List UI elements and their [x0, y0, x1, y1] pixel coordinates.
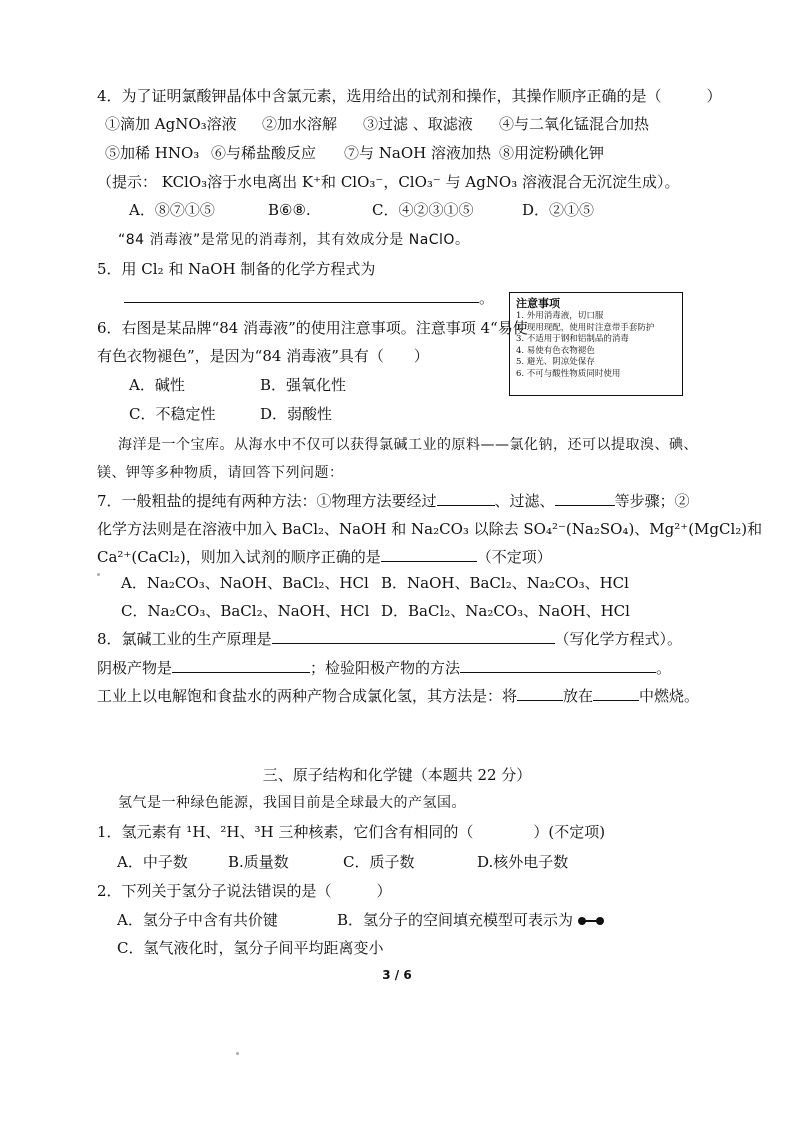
- q8-blank-equation[interactable]: [272, 629, 555, 644]
- q4-op-3: ③过滤 、取滤液: [363, 115, 473, 133]
- q7-l3b: （不定项）: [476, 548, 552, 566]
- s3q1-option-c: C．质子数: [343, 853, 415, 871]
- notice-item-3: 3. 不适用于钢和铝制品的消毒: [516, 334, 629, 344]
- notice-item-2: 2. 现用现配，使用时注意带手套防护: [516, 322, 655, 333]
- intro-84-text: “84 消毒液”是常见的消毒剂，其有效成分是 NaClO。: [118, 232, 470, 248]
- q7-blank-3[interactable]: [381, 547, 477, 562]
- q7-option-c: C．Na₂CO₃、BaCl₂、NaOH、HCl: [121, 602, 370, 620]
- q5-answer-blank[interactable]: [124, 288, 479, 303]
- q7-l3a: Ca²⁺(CaCl₂)，则加入试剂的顺序正确的是: [97, 548, 381, 566]
- s3q2-option-b-text: B．氢分子的空间填充模型可表示为: [337, 911, 574, 929]
- q7-l1b: 、过滤、: [494, 492, 555, 510]
- q8-line3: [97, 686, 699, 706]
- q6-option-d: D．弱酸性: [260, 405, 333, 423]
- q7-l1c: 等步骤；②: [614, 492, 690, 510]
- q8-line2: [97, 658, 671, 678]
- q4-op-7: ⑦与 NaOH 溶液加热: [344, 144, 491, 162]
- q4-op-4: ④与二氧化锰混合加热: [499, 115, 650, 133]
- notice-item-1: 1. 外用消毒液，切口服: [516, 311, 604, 321]
- q6-option-b: B．强氧化性: [260, 376, 347, 394]
- q8-l1a: 8．氯碱工业的生产原理是: [97, 630, 272, 648]
- intro-sea-line2: 镁、钾等多种物质，请回答下列问题：: [97, 465, 344, 481]
- q7-l1a: 7．一般粗盐的提纯有两种方法：①物理方法要经过: [97, 492, 437, 510]
- q4-stem: 4．为了证明氯酸钾晶体中含氯元素，选用给出的试剂和操作，其操作顺序正确的是（ ）: [97, 87, 722, 105]
- q8-blank-anode-test[interactable]: [460, 658, 656, 673]
- notice-item-4: 4. 易使有色衣物褪色: [516, 345, 595, 356]
- s3q2-option-c: C．氢气液化时，氢分子间平均距离变小: [117, 939, 384, 957]
- notice-item-5: 5. 避光、阴凉处保存: [516, 357, 595, 367]
- scan-speck: [97, 573, 100, 576]
- q4-option-a: A．⑧⑦①⑤: [129, 201, 215, 219]
- q7-option-d: D．BaCl₂、Na₂CO₃、NaOH、HCl: [381, 602, 630, 620]
- section-3-title: 三、原子结构和化学键（本题共 22 分）: [262, 766, 532, 784]
- q4-op-6: ⑥与稀盐酸反应: [211, 144, 317, 162]
- q8-l2a: 阴极产物是: [97, 659, 173, 677]
- q8-l2b: ；检验阳极产物的方法: [310, 659, 461, 677]
- q8-l2c: 。: [656, 659, 672, 677]
- q5-end: 。: [479, 289, 495, 307]
- q4-op-1: ①滴加 AgNO₃溶液: [105, 115, 237, 133]
- q8-l3c: 中燃烧。: [639, 687, 700, 705]
- s3q1-option-b: B.质量数: [228, 853, 289, 871]
- q7-blank-1[interactable]: [437, 491, 495, 506]
- s3q2-option-a: A．氢分子中含有共价键: [117, 911, 278, 929]
- hydrogen-molecule-icon: [577, 916, 605, 926]
- q4-op-2: ②加水溶解: [262, 115, 338, 133]
- q5-answer-line: [124, 288, 494, 308]
- q8-blank-gas2[interactable]: [593, 686, 639, 701]
- notice-title: 注意事项: [516, 297, 560, 310]
- q8-line1: [97, 629, 682, 649]
- q4-hint: （提示： KClO₃溶于水电离出 K⁺和 ClO₃⁻，ClO₃⁻ 与 AgNO₃ 溶液混合无沉淀生成）。: [97, 173, 680, 191]
- q6-option-c: C．不稳定性: [129, 405, 216, 423]
- q7-option-a: A．Na₂CO₃、NaOH、BaCl₂、HCl: [121, 574, 369, 592]
- q4-op-5: ⑤加稀 HNO₃: [105, 144, 200, 162]
- q5-stem: 5．用 Cl₂ 和 NaOH 制备的化学方程式为: [97, 260, 376, 278]
- q4-option-b: B⑥⑧.: [268, 201, 311, 219]
- scan-speck: [236, 1052, 239, 1055]
- q6-line2: 有色衣物褪色”，是因为“84 消毒液”具有（ ）: [97, 347, 429, 365]
- q7-line1: [97, 491, 690, 511]
- s3q2-stem: 2．下列关于氢分子说法错误的是（ ）: [97, 882, 392, 900]
- q6-line1: 6．右图是某品牌“84 消毒液”的使用注意事项。注意事项 4“易使: [97, 319, 528, 337]
- q7-line2: 化学方法则是在溶液中加入 BaCl₂、NaOH 和 Na₂CO₃ 以除去 SO₄²⁻(Na₂SO₄)、Mg²⁺(MgCl₂)和: [97, 520, 763, 538]
- q6-option-a: A．碱性: [129, 376, 185, 394]
- q7-option-b: B．NaOH、BaCl₂、Na₂CO₃、HCl: [381, 574, 629, 592]
- q8-blank-gas1[interactable]: [517, 686, 563, 701]
- q8-blank-cathode[interactable]: [172, 658, 310, 673]
- section-3-intro: 氢气是一种绿色能源，我国目前是全球最大的产氢国。: [118, 795, 466, 811]
- q8-l1b: （写化学方程式）。: [554, 630, 683, 648]
- s3q2-option-b: [337, 910, 605, 930]
- s3q1-stem: 1．氢元素有 ¹H、²H、³H 三种核素，它们含有相同的（ ）(不定项): [97, 823, 606, 841]
- q7-blank-2[interactable]: [555, 491, 615, 506]
- q8-l3a: 工业上以电解饱和食盐水的两种产物合成氯化氢，其方法是：将: [97, 687, 518, 705]
- q4-option-d: D．②①⑤: [522, 201, 595, 219]
- s3q1-option-a: A．中子数: [117, 853, 188, 871]
- intro-sea-line1: 海洋是一个宝库。从海水中不仅可以获得氯碱工业的原料——氯化钠，还可以提取溴、碘、: [118, 437, 698, 453]
- q4-option-c: C．④②③①⑤: [372, 201, 474, 219]
- q8-l3b: 放在: [563, 687, 594, 705]
- page-number: 3 / 6: [382, 968, 412, 982]
- notice-box: [509, 292, 683, 396]
- notice-item-6: 6. 不可与酸性物质同时使用: [516, 368, 621, 379]
- q7-line3: [97, 547, 552, 567]
- s3q1-option-d: D.核外电子数: [477, 853, 569, 871]
- q4-op-8: ⑧用淀粉碘化钾: [499, 144, 605, 162]
